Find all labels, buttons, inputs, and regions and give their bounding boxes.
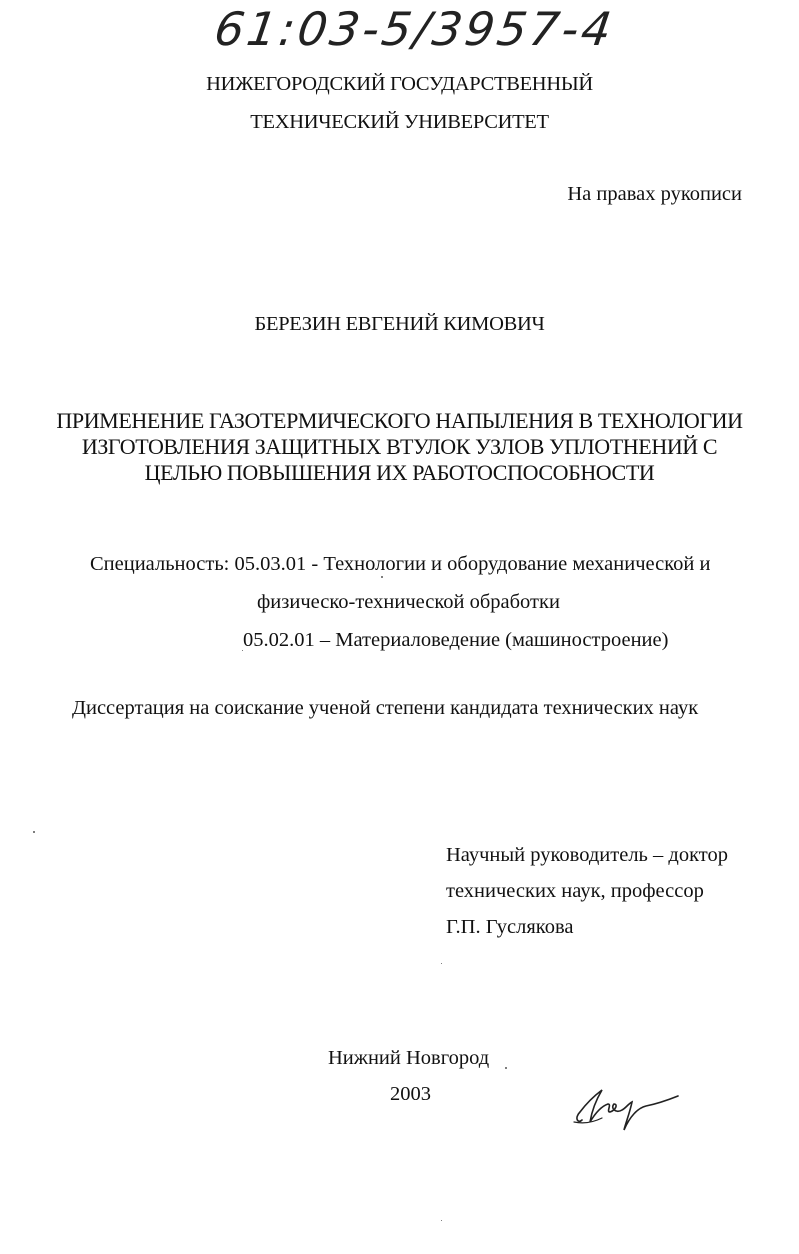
title-line-3: ЦЕЛЬЮ ПОВЫШЕНИЯ ИХ РАБОТОСПОСОБНОСТИ [144,460,655,485]
scan-speck [441,1220,442,1221]
rights-note: На правах рукописи [567,183,742,205]
specialty-line-3: 05.02.01 – Материаловедение (машиностроение) [243,629,669,651]
archive-number-stamp: 61:03-5/3957-4 [211,2,618,56]
city-name: Нижний Новгород [328,1047,490,1069]
university-name-line2: ТЕХНИЧЕСКИЙ УНИВЕРСИТЕТ [250,111,549,133]
author-name: БЕРЕЗИН ЕВГЕНИЙ КИМОВИЧ [254,313,545,335]
title-line-2: ИЗГОТОВЛЕНИЯ ЗАЩИТНЫХ ВТУЛОК УЗЛОВ УПЛОТНЕНИЙ С [81,434,718,459]
year: 2003 [390,1083,431,1105]
specialty-line-2: физическо-технической обработки [257,591,560,613]
signature-icon [572,1082,682,1132]
scan-speck [441,963,442,964]
university-name-line1: НИЖЕГОРОДСКИЙ ГОСУДАРСТВЕННЫЙ [206,73,593,95]
supervisor-line-1: Научный руководитель – доктор [446,844,728,866]
scan-speck [242,650,243,651]
supervisor-line-3: Г.П. Гуслякова [446,916,574,938]
specialty-line-1: Специальность: 05.03.01 - Технологии и оборудование механической и [90,553,711,575]
scan-speck [33,831,35,833]
supervisor-line-2: технических наук, профессор [446,880,704,902]
title-line-1: ПРИМЕНЕНИЕ ГАЗОТЕРМИЧЕСКОГО НАПЫЛЕНИЯ В ТЕХНОЛОГИИ [56,408,743,433]
scan-speck [381,576,383,578]
dissertation-note: Диссертация на соискание ученой степени кандидата технических наук [72,697,699,719]
scan-speck [505,1067,507,1069]
